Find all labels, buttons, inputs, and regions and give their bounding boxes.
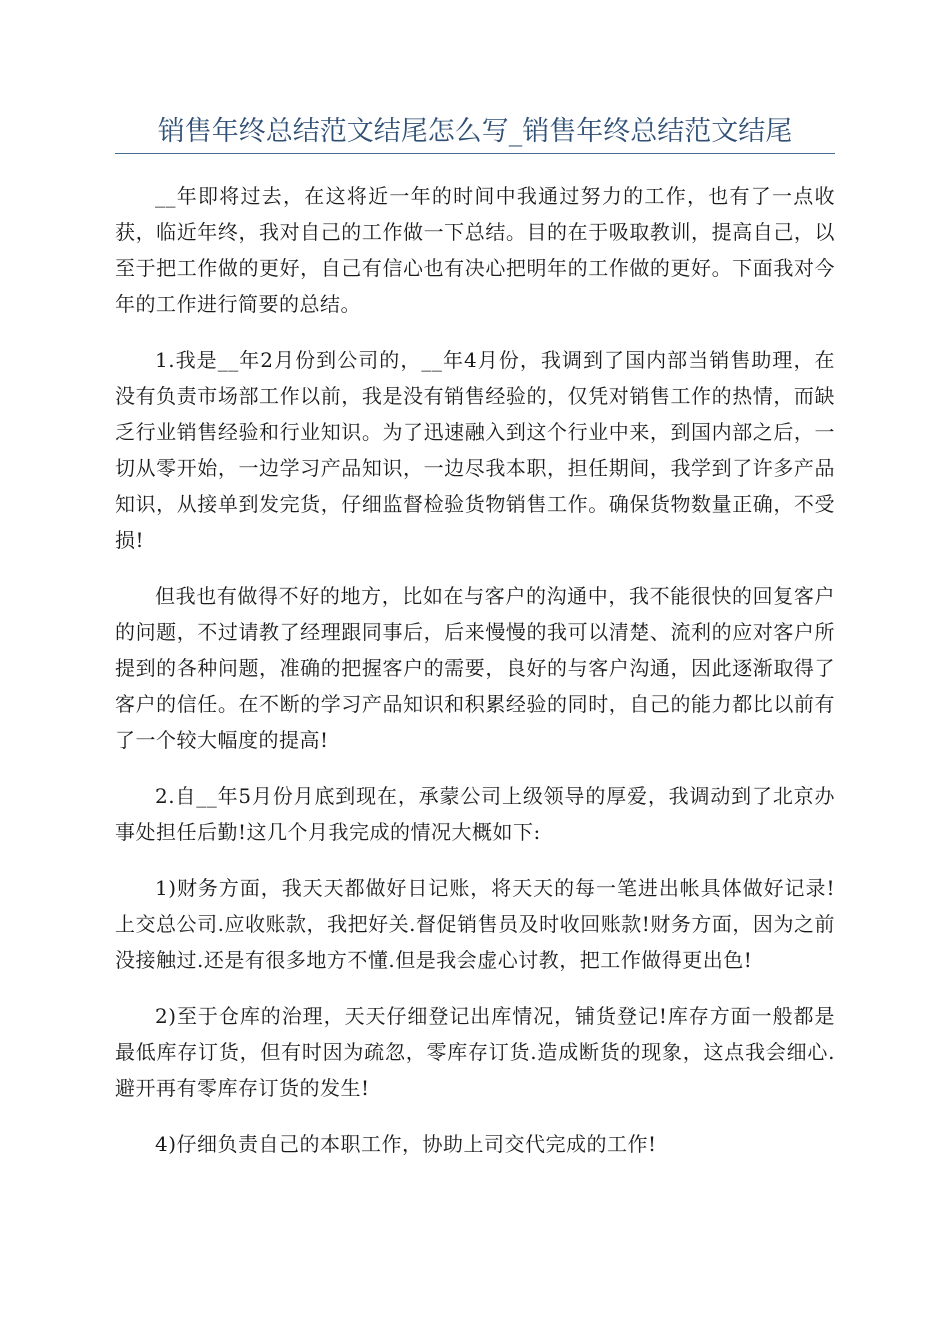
paragraph-duties: 4)仔细负责自己的本职工作，协助上司交代完成的工作! [155, 1132, 657, 1156]
paragraph-warehouse: 2)至于仓库的治理，天天仔细登记出库情况，铺货登记!库存方面一般都是最低库存订货，但有时因为疏忽，零库存订货.造成断货的现象，这点我会细心.避开再有零库存订货的发生! [115, 1004, 835, 1100]
title-underline [115, 153, 835, 154]
paragraph-item-1: 1.我是__年2月份到公司的，__年4月份，我调到了国内部当销售助理，在没有负责市场部工作以前，我是没有销售经验的，仅凭对销售工作的热情，而缺乏行业销售经验和行业知识。为了迅速融入到这个行业中来，到国内部之后，一切从零开始，一边学习产品知识，一边尽我本职，担任期间，我学到了许多产品知识，从接单到发完货，仔细监督检验货物销售工作。确保货物数量正确，不受损! [115, 348, 835, 552]
paragraph-item-2: 2.自__年5月份月底到现在，承蒙公司上级领导的厚爱，我调动到了北京办事处担任后勤!这几个月我完成的情况大概如下: [115, 784, 835, 844]
paragraph-shortcomings: 但我也有做得不好的地方，比如在与客户的沟通中，我不能很快的回复客户的问题，不过请教了经理跟同事后，后来慢慢的我可以清楚、流利的应对客户所提到的各种问题，准确的把握客户的需要，良好的与客户沟通，因此逐渐取得了客户的信任。在不断的学习产品知识和积累经验的同时，自己的能力都比以前有了一个较大幅度的提高! [115, 584, 835, 752]
document-body [115, 178, 835, 1182]
paragraph-intro: __年即将过去，在这将近一年的时间中我通过努力的工作，也有了一点收获，临近年终，我对自己的工作做一下总结。目的在于吸取教训，提高自己，以至于把工作做的更好，自己有信心也有决心把明年的工作做的更好。下面我对今年的工作进行简要的总结。 [115, 184, 835, 316]
document-title: 销售年终总结范文结尾怎么写_销售年终总结范文结尾 [157, 116, 793, 147]
paragraph-finance: 1)财务方面，我天天都做好日记账，将天天的每一笔进出帐具体做好记录!上交总公司.应收账款，我把好关.督促销售员及时收回账款!财务方面，因为之前没接触过.还是有很多地方不懂.但是我会虚心讨教，把工作做得更出色! [115, 876, 835, 972]
